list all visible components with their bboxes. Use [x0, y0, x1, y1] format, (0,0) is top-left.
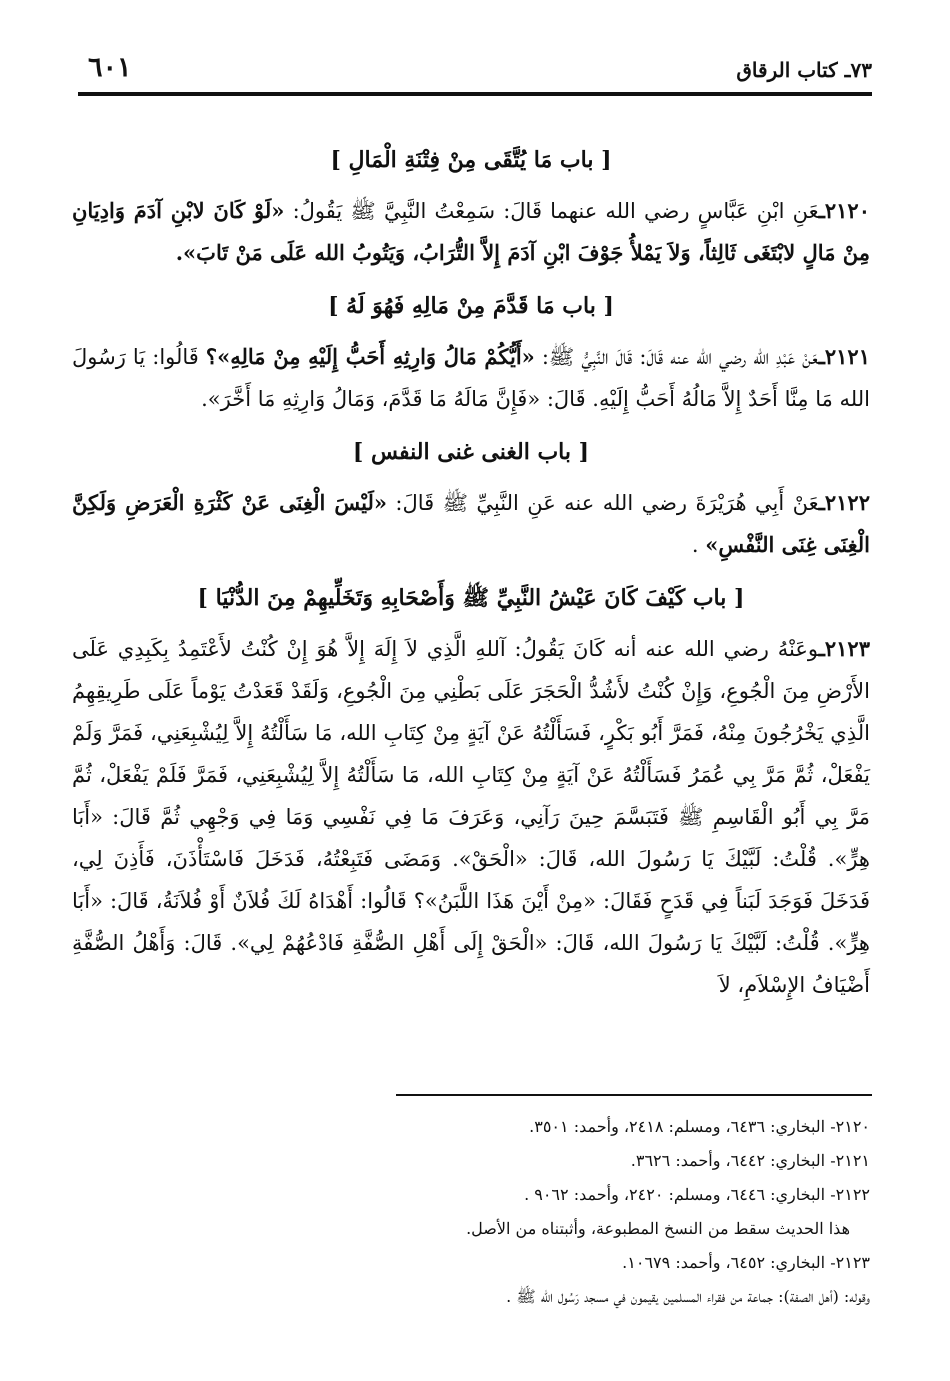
hadith-2121 [72, 336, 870, 420]
section-heading: [ باب كَيْفَ كَانَ عَيْشُ النَّبِيِّ ﷺ وَأَصْحَابِهِ وَتَخَلِّيهِمْ مِنَ الدُّنْيَا ] [197, 585, 745, 611]
footnote-2120: ٢١٢٠- البخاري: ٦٤٣٦، ومسلم: ٢٤١٨، وأحمد: ٣٥٠١. [529, 1117, 870, 1136]
hadith-quote: «لَوْ كَانَ لابْنِ آدَمَ وَادِيَانِ مِنْ مَالٍ لابْتَغَى ثَالِثاً، وَلاَ يَمْلأُ جَوْفَ ابْنِ آدَمَ إِلاَّ التُّرَابُ، وَيَتُوبُ الله عَلَى مَنْ تَابَ». [72, 198, 870, 265]
hadith-intro: عَنْ أَبِي هُرَيْرَةَ رضي الله عنه عَنِ النَّبِيِّ ﷺ قَالَ: [387, 491, 819, 515]
footnote-2121: ٢١٢١- البخاري: ٦٤٤٢، وأحمد: ٣٦٢٦. [630, 1151, 870, 1170]
hadith-2123 [72, 628, 870, 1006]
section-heading: [ باب مَا يُتَّقَى مِنْ فِتْنَةِ الْمَالِ ] [330, 147, 612, 173]
hadith-number: ٢١٢٢ـ [818, 490, 870, 515]
page-number: ٦٠١ [88, 52, 132, 83]
footnote-2122: ٢١٢٢- البخاري: ٦٤٤٦، ومسلم: ٢٤٢٠، وأحمد: ٩٠٦٢ . [524, 1185, 870, 1204]
hadith-2120 [72, 190, 870, 274]
hadith-quote: «لَيْسَ الْغِنَى عَنْ كَثْرَةِ الْعَرَضِ وَلَكِنَّ الْغِنَى غِنَى النَّفْسِ» [72, 490, 870, 557]
hadith-2122 [72, 482, 870, 566]
chapter-title: ٧٣ـ كتاب الرقاق [736, 58, 872, 82]
footnote-note: هذا الحديث سقط من النسخ المطبوعة، وأثبتناه من الأصل. [466, 1219, 850, 1238]
hadith-number: ٢١٢٠ـ [818, 198, 870, 223]
hadith-rest: آللهِ الَّذِي لاَ إِلَهَ إِلاَّ هُوَ إِنْ كُنْتُ لأَعْتَمِدُ بِكَبِدِي عَلَى الأَرْضِ مِنَ الْجُوعِ، وَإِنْ كُنْتُ لأَشُدُّ الْحَجَرَ عَلَى بَطْنِي مِنَ الْجُوعِ، وَلَقَدْ قَعَدْتُ يَوْماً عَلَى طَرِيقِهِمُ الَّذِي يَخْرُجُونَ مِنْهُ، فَمَرَّ أَبُو بَكْرٍ، فَسَأَلْتُهُ عَنْ آيَةٍ مِنْ كِتَابِ الله، مَا سَأَلْتُهُ إِلاَّ لِيُشْبِعَنِي، فَمَرَّ وَلَمْ يَفْعَلْ، ثُمَّ مَرَّ بِي عُمَرُ فَسَأَلْتُهُ عَنْ آيَةٍ مِنْ كِتَابِ الله، مَا سَأَلْتُهُ إِلاَّ لِيُشْبِعَنِي، فَمَرَّ فَلَمْ يَفْعَلْ، ثُمَّ مَرَّ بِي أَبُو الْقَاسِمِ ﷺ فَتَبَسَّمَ حِينَ رَآنِي، وَعَرَفَ مَا فِي نَفْسِي وَمَا فِي وَجْهِي ثُمَّ قَالَ: «أَبَا هِرٍّ». قُلْتُ: لَبَّيْكَ يَا رَسُولَ الله، قَالَ: «الْحَقْ». وَمَضَى فَتَبِعْتُهُ، فَدَخَلَ فَاسْتَأْذَنَ، فَأَذِنَ لِي، فَدَخَلَ فَوَجَدَ لَبَناً فِي قَدَحٍ فَقَالَ: «مِنْ أَيْنَ هَذَا اللَّبَنُ»؟ قَالُوا: أَهْدَاهُ لَكَ فُلاَنٌ أَوْ فُلاَنَةُ، قَالَ: «أَبَا هِرٍّ». قُلْتُ: لَبَّيْكَ يَا رَسُولَ الله، قَالَ: «الْحَقْ إِلَى أَهْلِ الصُّفَّةِ فَادْعُهُمْ لِي». قَالَ: وَأَهْلُ الصُّفَّةِ أَضْيَافُ الإِسْلاَمِ، لاَ [72, 637, 870, 997]
hadith-intro: عَنِ ابْنِ عَبَّاسٍ رضي الله عنهما قَالَ: سَمِعْتُ النَّبِيَّ ﷺ يَقُولُ: [284, 199, 819, 223]
running-header [78, 52, 872, 88]
footnote-rule [396, 1094, 872, 1096]
section-heading: [ باب مَا قَدَّمَ مِنْ مَالِهِ فَهُوَ لَهُ ] [328, 293, 614, 319]
hadith-quote: «أَيُّكُمْ مَالُ وَارِثِهِ أَحَبُّ إِلَيْهِ مِنْ مَالِهِ»؟ [205, 344, 535, 369]
hadith-intro: وعَنْهُ رضي الله عنه أنه كَانَ يَقُولُ: [505, 637, 819, 661]
footnotes [78, 1110, 870, 1314]
hadith-rest: قَالُوا: يَا رَسُولَ الله مَا مِنَّا أَحَدٌ إِلاَّ مَالُهُ أَحَبُّ إِلَيْهِ. قَالَ: «فَإِنَّ مَالَهُ مَا قَدَّمَ، وَمَالُ وَارِثِهِ مَا أَخَّرَ». [72, 345, 870, 411]
footnote-2123: ٢١٢٣- البخاري: ٦٤٥٢، وأحمد: ١٠٦٧٩. [622, 1253, 870, 1272]
hadith-number: ٢١٢٣ـ [818, 636, 870, 661]
hadith-number: ٢١٢١ـ [818, 344, 870, 369]
footnote-explanation: وقوله: (أهل الصفة): جماعة من فقراء المسلمين يقيمون في مسجد رَسُول الله ﷺ . [506, 1287, 870, 1306]
hadith-intro: عَنْ عَبْدِ الله رضي الله عنه قَالَ: قَالَ النَّبِيُّ ﷺ: [534, 345, 819, 369]
header-rule [78, 92, 872, 96]
main-text [72, 138, 870, 1016]
section-heading: [ باب الغنى غنى النفس ] [352, 439, 590, 465]
hadith-rest: . [691, 533, 706, 557]
